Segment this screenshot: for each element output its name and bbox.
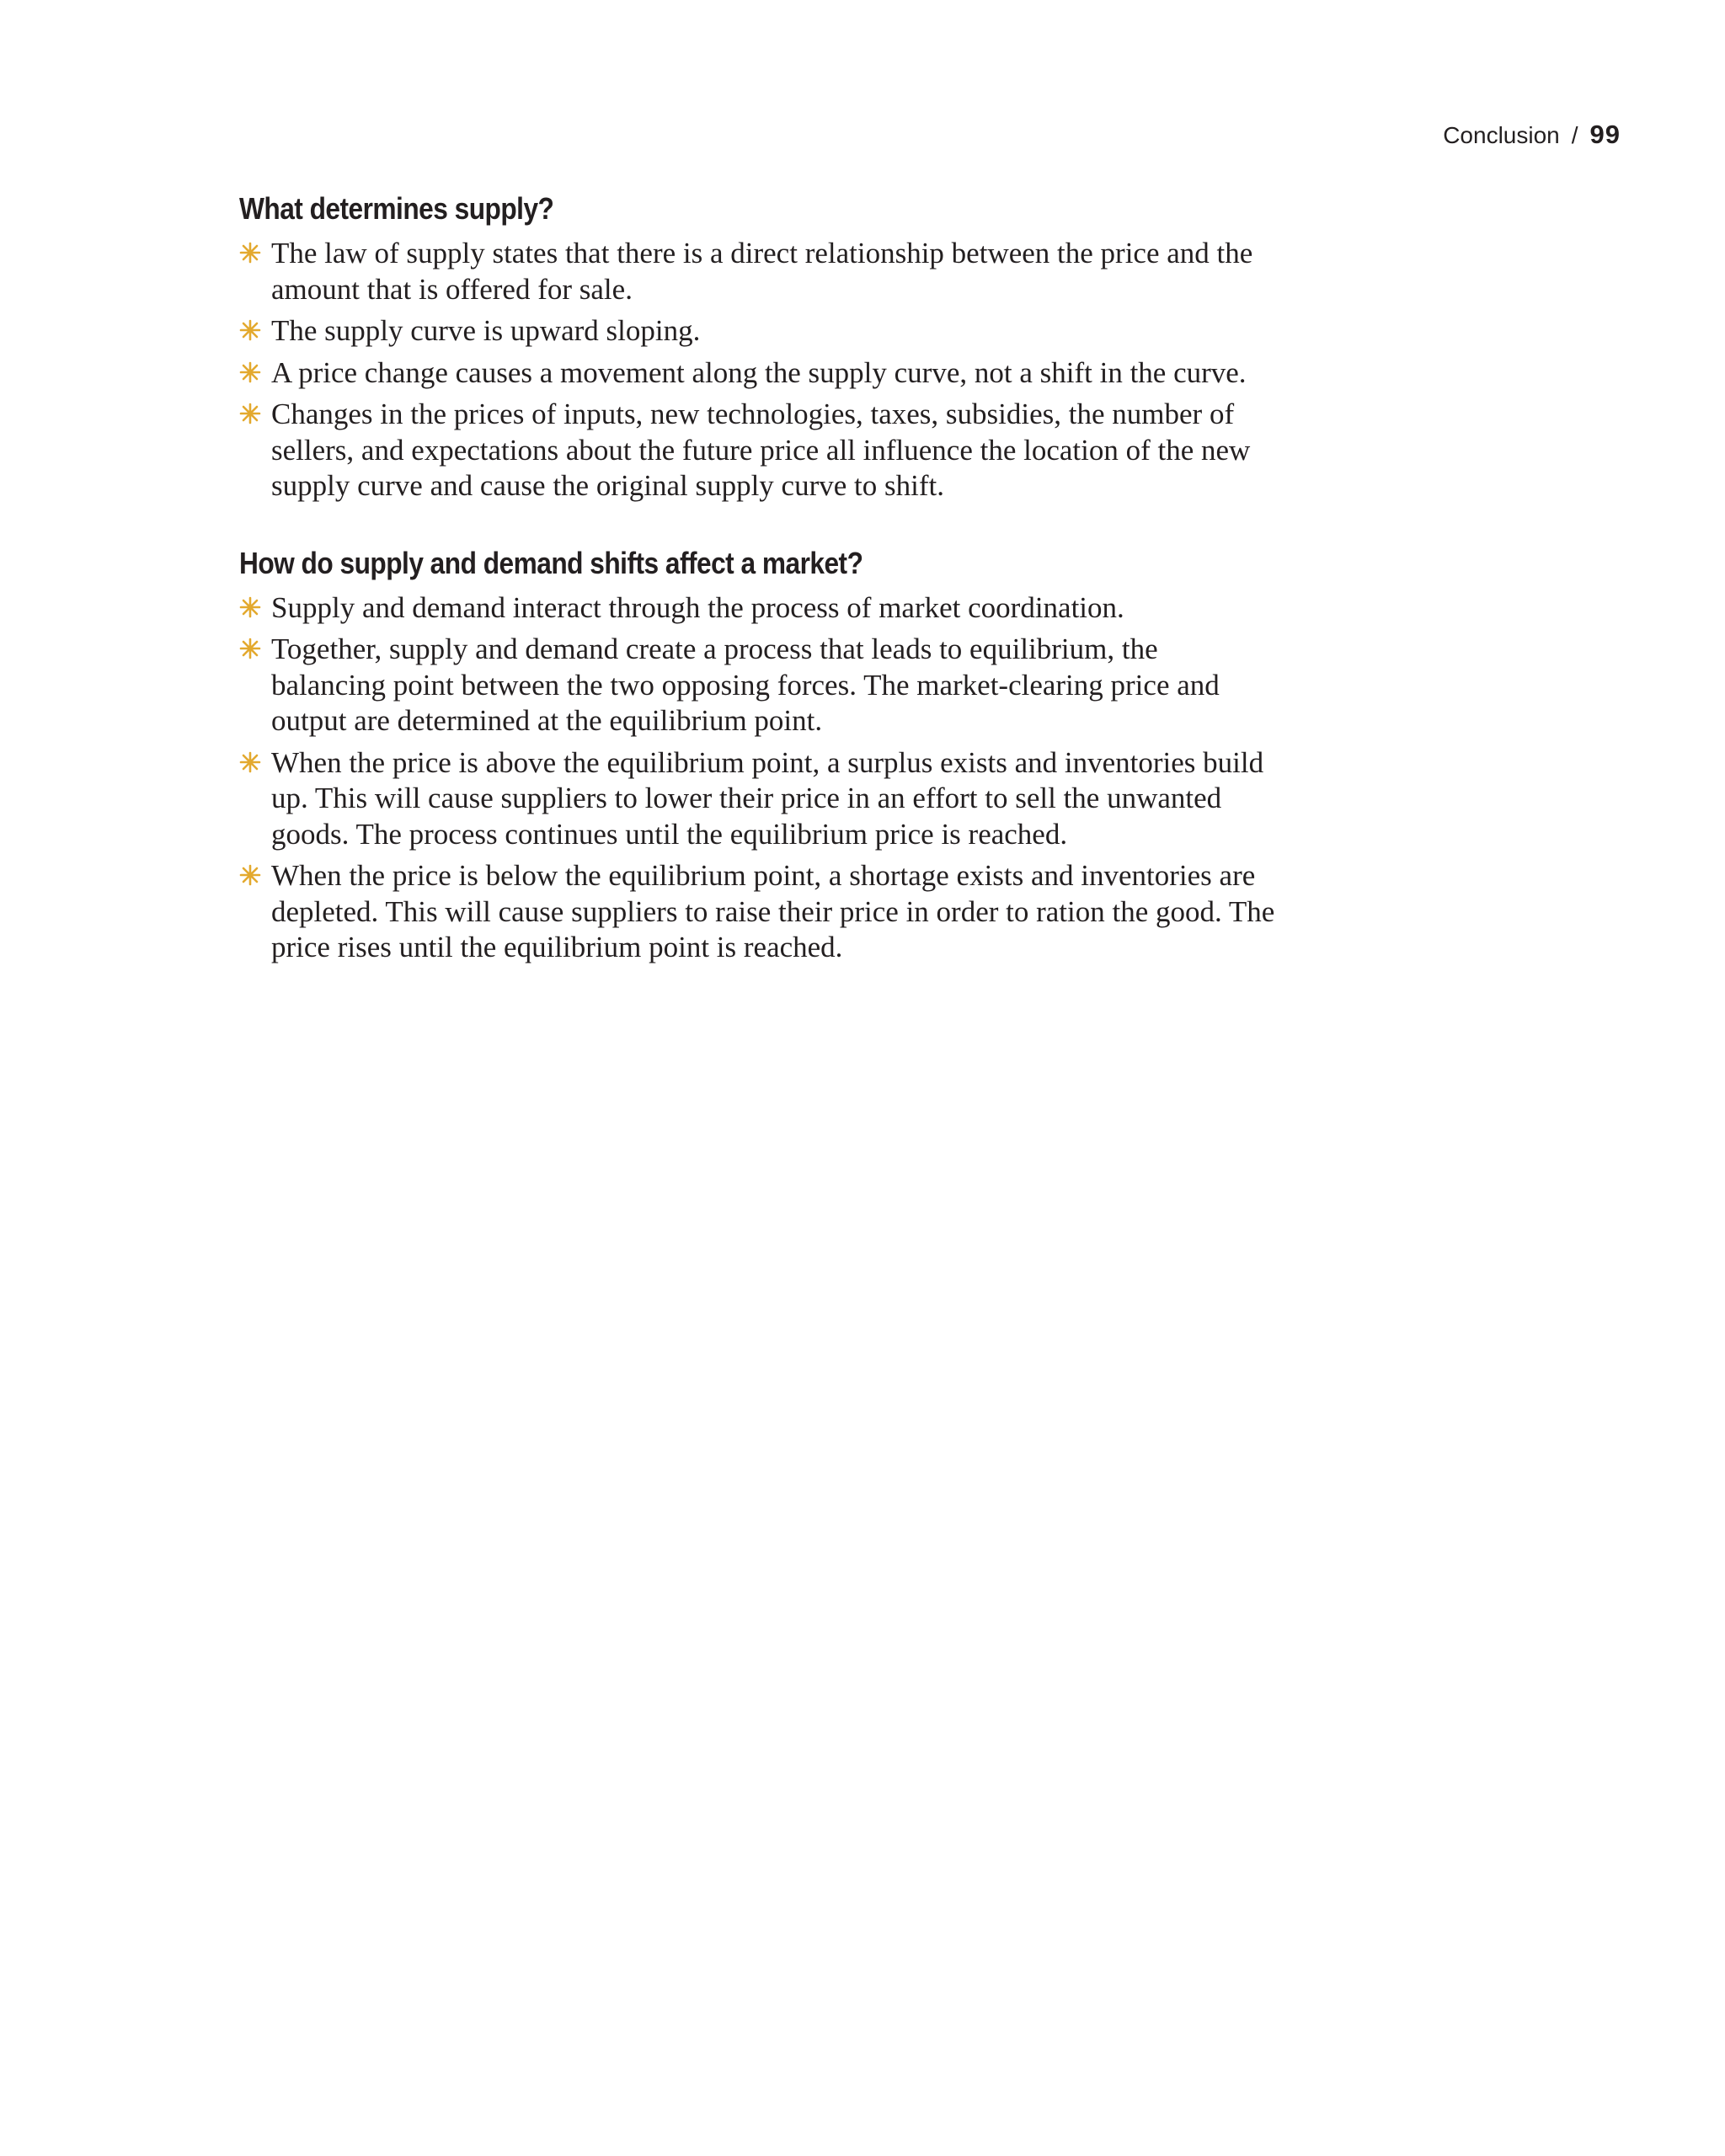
list-item [239, 590, 1275, 627]
running-head-separator: / [1571, 122, 1578, 148]
running-head-section: Conclusion [1443, 122, 1560, 148]
list-item [239, 745, 1275, 853]
list-item [239, 236, 1275, 307]
bullet-text: A price change causes a movement along the supply curve, not a shift in the curve. [271, 355, 1247, 389]
star-burst-icon [239, 403, 261, 424]
star-burst-icon [239, 638, 261, 659]
list-item [239, 397, 1275, 504]
bullet-list [239, 236, 1275, 504]
list-item [239, 858, 1275, 966]
list-item [239, 632, 1275, 739]
bullet-text: The law of supply states that there is a direct relationship between the price and the amount that is offered for sale. [271, 237, 1253, 306]
bullet-text: Changes in the prices of inputs, new technologies, taxes, subsidies, the number of sellers, and expectations about the future price all influence the location of the new supply curve and cause the original supply curve to shift. [271, 398, 1251, 502]
star-burst-icon [239, 361, 261, 383]
section-heading: What determines supply? [239, 191, 554, 226]
bullet-list [239, 590, 1275, 966]
bullet-text: When the price is above the equilibrium point, a surplus exists and inventories build up. This will cause suppliers to lower their price in an effort to sell the unwanted goods. The process continues until the equilibrium price is reached. [271, 745, 1264, 851]
bullet-text: When the price is below the equilibrium point, a shortage exists and inventories are depleted. This will cause suppliers to raise their price in order to ration the good. The price rises until the equilibrium point is reached. [271, 859, 1275, 963]
bullet-text: Together, supply and demand create a process that leads to equilibrium, the balancing point between the two opposing forces. The market-clearing price and output are determined at the equilibrium point. [271, 632, 1220, 737]
section-heading: How do supply and demand shifts affect a market? [239, 545, 863, 580]
section-supply-demand-shifts [239, 545, 1275, 966]
page-content [239, 190, 1275, 972]
section-what-determines-supply [239, 190, 1275, 504]
star-burst-icon [239, 319, 261, 341]
star-burst-icon [239, 864, 261, 886]
running-head [1443, 120, 1621, 151]
bullet-text: The supply curve is upward sloping. [271, 314, 701, 347]
star-burst-icon [239, 596, 261, 618]
list-item [239, 313, 1275, 350]
star-burst-icon [239, 242, 261, 264]
bullet-text: Supply and demand interact through the process of market coordination. [271, 590, 1124, 624]
list-item [239, 355, 1275, 392]
page-number: 99 [1589, 120, 1621, 149]
star-burst-icon [239, 751, 261, 773]
